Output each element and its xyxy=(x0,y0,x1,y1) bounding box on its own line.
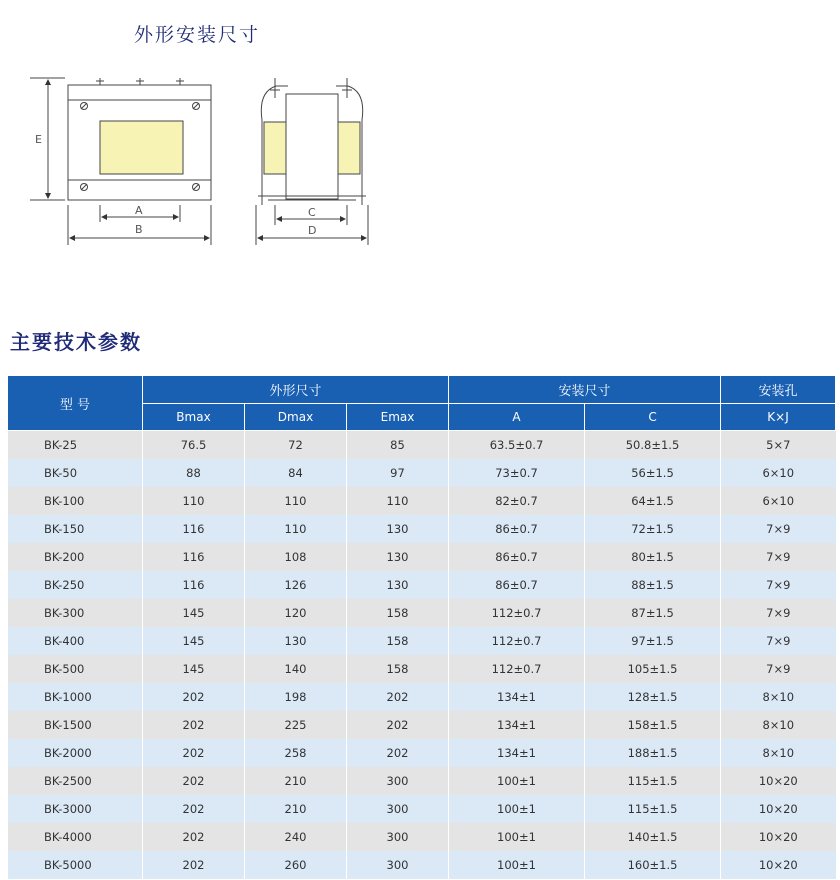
cell-c: 50.8±1.5 xyxy=(585,431,721,460)
cell-dmax: 210 xyxy=(245,795,347,823)
front-view xyxy=(30,78,211,245)
cell-dmax: 84 xyxy=(245,459,347,487)
table-row xyxy=(8,571,836,599)
header-bmax: Bmax xyxy=(143,404,245,431)
cell-c: 80±1.5 xyxy=(585,543,721,571)
cell-a: 63.5±0.7 xyxy=(449,431,585,460)
cell-c: 64±1.5 xyxy=(585,487,721,515)
cell-model: BK-2000 xyxy=(8,739,143,767)
cell-kj: 8×10 xyxy=(721,739,836,767)
cell-emax: 300 xyxy=(347,795,449,823)
header-emax: Emax xyxy=(347,404,449,431)
cell-bmax: 202 xyxy=(143,739,245,767)
cell-bmax: 202 xyxy=(143,711,245,739)
cell-c: 115±1.5 xyxy=(585,795,721,823)
table-row xyxy=(8,767,836,795)
cell-model: BK-300 xyxy=(8,599,143,627)
cell-bmax: 202 xyxy=(143,683,245,711)
cell-a: 100±1 xyxy=(449,823,585,851)
cell-a: 134±1 xyxy=(449,739,585,767)
cell-c: 140±1.5 xyxy=(585,823,721,851)
cell-kj: 8×10 xyxy=(721,683,836,711)
cell-dmax: 210 xyxy=(245,767,347,795)
cell-model: BK-100 xyxy=(8,487,143,515)
cell-a: 112±0.7 xyxy=(449,627,585,655)
cell-dmax: 240 xyxy=(245,823,347,851)
cell-a: 100±1 xyxy=(449,795,585,823)
side-view xyxy=(256,78,368,245)
cell-emax: 130 xyxy=(347,515,449,543)
cell-kj: 7×9 xyxy=(721,515,836,543)
cell-dmax: 260 xyxy=(245,851,347,879)
cell-model: BK-5000 xyxy=(8,851,143,879)
cell-emax: 158 xyxy=(347,599,449,627)
header-outer-dimensions: 外形尺寸 xyxy=(143,376,449,404)
table-row xyxy=(8,655,836,683)
cell-model: BK-4000 xyxy=(8,823,143,851)
cell-dmax: 130 xyxy=(245,627,347,655)
cell-a: 86±0.7 xyxy=(449,515,585,543)
table-row xyxy=(8,515,836,543)
cell-emax: 202 xyxy=(347,711,449,739)
cell-emax: 158 xyxy=(347,655,449,683)
cell-c: 158±1.5 xyxy=(585,711,721,739)
table-row xyxy=(8,543,836,571)
cell-a: 100±1 xyxy=(449,851,585,879)
table-row xyxy=(8,711,836,739)
cell-c: 72±1.5 xyxy=(585,515,721,543)
cell-model: BK-250 xyxy=(8,571,143,599)
cell-dmax: 140 xyxy=(245,655,347,683)
cell-kj: 10×20 xyxy=(721,795,836,823)
cell-c: 88±1.5 xyxy=(585,571,721,599)
cell-bmax: 76.5 xyxy=(143,431,245,460)
cell-kj: 7×9 xyxy=(721,543,836,571)
cell-bmax: 202 xyxy=(143,823,245,851)
cell-c: 188±1.5 xyxy=(585,739,721,767)
cell-emax: 300 xyxy=(347,823,449,851)
cell-model: BK-3000 xyxy=(8,795,143,823)
cell-kj: 5×7 xyxy=(721,431,836,460)
cell-emax: 110 xyxy=(347,487,449,515)
dim-label-d: D xyxy=(308,224,317,237)
dimensions-title: 外形安装尺寸 xyxy=(134,24,261,46)
cell-bmax: 145 xyxy=(143,627,245,655)
cell-emax: 130 xyxy=(347,571,449,599)
cell-model: BK-1000 xyxy=(8,683,143,711)
cell-bmax: 145 xyxy=(143,655,245,683)
header-mount-hole: 安装孔 xyxy=(721,376,836,404)
cell-a: 100±1 xyxy=(449,767,585,795)
dim-label-e: E xyxy=(35,133,42,146)
cell-emax: 300 xyxy=(347,767,449,795)
table-row xyxy=(8,795,836,823)
header-install-dimensions: 安装尺寸 xyxy=(449,376,721,404)
cell-a: 134±1 xyxy=(449,711,585,739)
table-row xyxy=(8,851,836,879)
cell-bmax: 202 xyxy=(143,851,245,879)
cell-a: 86±0.7 xyxy=(449,571,585,599)
cell-c: 128±1.5 xyxy=(585,683,721,711)
cell-bmax: 116 xyxy=(143,571,245,599)
cell-dmax: 198 xyxy=(245,683,347,711)
cell-bmax: 145 xyxy=(143,599,245,627)
cell-kj: 10×20 xyxy=(721,767,836,795)
cell-model: BK-50 xyxy=(8,459,143,487)
cell-c: 160±1.5 xyxy=(585,851,721,879)
spec-table-body xyxy=(8,431,836,880)
dim-label-b: B xyxy=(135,223,143,236)
header-kj: K×J xyxy=(721,404,836,431)
cell-model: BK-150 xyxy=(8,515,143,543)
cell-model: BK-200 xyxy=(8,543,143,571)
cell-kj: 7×9 xyxy=(721,655,836,683)
cell-bmax: 110 xyxy=(143,487,245,515)
table-row xyxy=(8,487,836,515)
cell-dmax: 108 xyxy=(245,543,347,571)
cell-emax: 85 xyxy=(347,431,449,460)
cell-emax: 202 xyxy=(347,739,449,767)
cell-dmax: 72 xyxy=(245,431,347,460)
cell-kj: 8×10 xyxy=(721,711,836,739)
cell-emax: 97 xyxy=(347,459,449,487)
cell-a: 112±0.7 xyxy=(449,599,585,627)
cell-a: 134±1 xyxy=(449,683,585,711)
cell-dmax: 126 xyxy=(245,571,347,599)
cell-c: 56±1.5 xyxy=(585,459,721,487)
cell-c: 87±1.5 xyxy=(585,599,721,627)
cell-emax: 300 xyxy=(347,851,449,879)
cell-dmax: 110 xyxy=(245,515,347,543)
table-row xyxy=(8,823,836,851)
transformer-dimension-diagram xyxy=(0,60,400,255)
header-c: C xyxy=(585,404,721,431)
cell-bmax: 116 xyxy=(143,515,245,543)
cell-c: 105±1.5 xyxy=(585,655,721,683)
cell-dmax: 225 xyxy=(245,711,347,739)
cell-a: 73±0.7 xyxy=(449,459,585,487)
cell-emax: 158 xyxy=(347,627,449,655)
cell-kj: 7×9 xyxy=(721,627,836,655)
cell-dmax: 110 xyxy=(245,487,347,515)
cell-kj: 10×20 xyxy=(721,823,836,851)
cell-bmax: 202 xyxy=(143,767,245,795)
table-row xyxy=(8,739,836,767)
header-a: A xyxy=(449,404,585,431)
cell-dmax: 258 xyxy=(245,739,347,767)
cell-bmax: 88 xyxy=(143,459,245,487)
cell-model: BK-2500 xyxy=(8,767,143,795)
cell-kj: 10×20 xyxy=(721,851,836,879)
table-row xyxy=(8,459,836,487)
spec-table xyxy=(7,375,836,879)
cell-a: 86±0.7 xyxy=(449,543,585,571)
cell-kj: 6×10 xyxy=(721,459,836,487)
cell-model: BK-400 xyxy=(8,627,143,655)
table-row xyxy=(8,431,836,460)
cell-model: BK-25 xyxy=(8,431,143,460)
cell-model: BK-500 xyxy=(8,655,143,683)
cell-c: 97±1.5 xyxy=(585,627,721,655)
dim-label-c: C xyxy=(308,206,316,219)
cell-kj: 7×9 xyxy=(721,599,836,627)
cell-bmax: 202 xyxy=(143,795,245,823)
cell-kj: 7×9 xyxy=(721,571,836,599)
dim-label-a: A xyxy=(135,204,143,217)
table-row xyxy=(8,683,836,711)
header-model: 型 号 xyxy=(8,376,143,431)
cell-kj: 6×10 xyxy=(721,487,836,515)
cell-emax: 130 xyxy=(347,543,449,571)
cell-bmax: 116 xyxy=(143,543,245,571)
header-dmax: Dmax xyxy=(245,404,347,431)
cell-a: 112±0.7 xyxy=(449,655,585,683)
parameters-title: 主要技术参数 xyxy=(10,330,142,354)
cell-c: 115±1.5 xyxy=(585,767,721,795)
table-row xyxy=(8,627,836,655)
cell-model: BK-1500 xyxy=(8,711,143,739)
cell-emax: 202 xyxy=(347,683,449,711)
cell-a: 82±0.7 xyxy=(449,487,585,515)
table-row xyxy=(8,599,836,627)
cell-dmax: 120 xyxy=(245,599,347,627)
